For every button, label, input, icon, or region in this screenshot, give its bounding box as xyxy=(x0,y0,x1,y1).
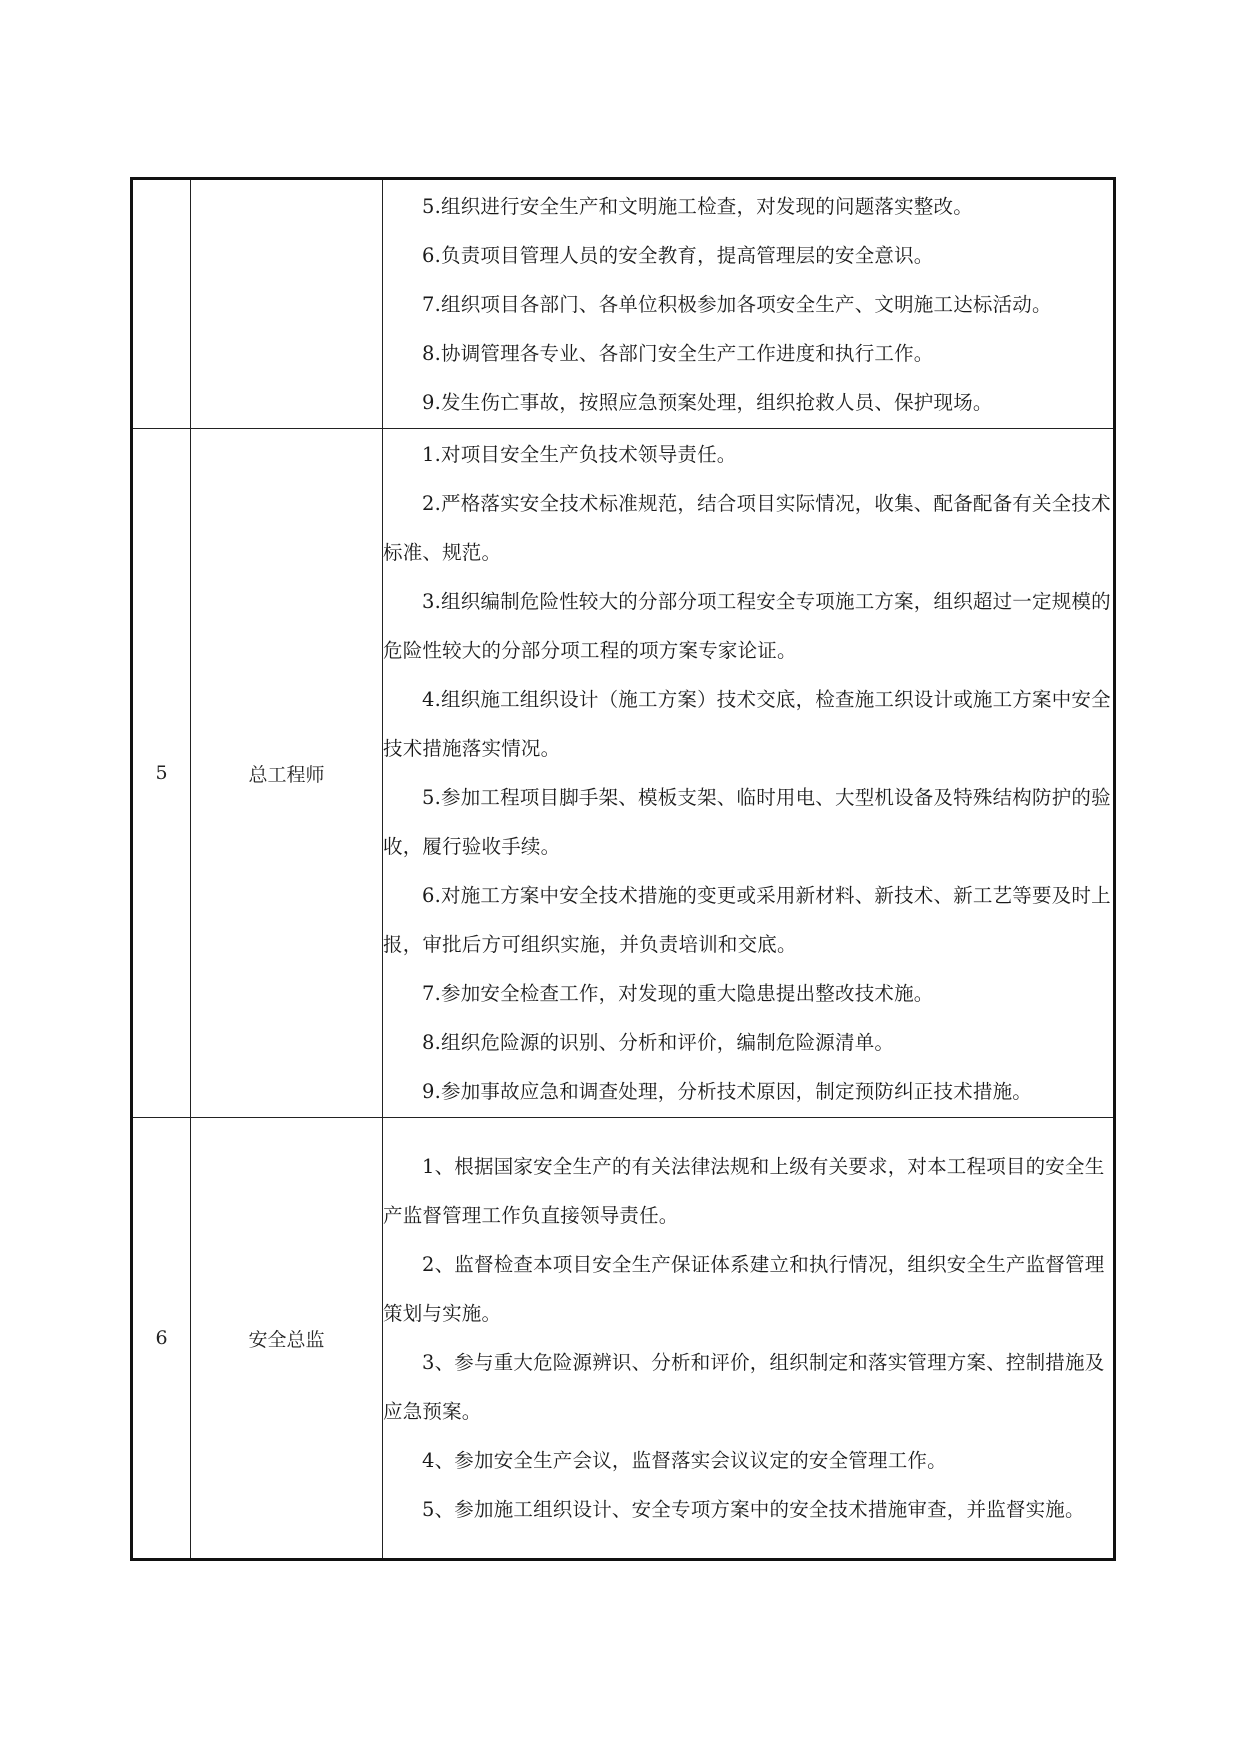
duty-item: 5、参加施工组织设计、安全专项方案中的安全技术措施审查，并监督实施。 xyxy=(422,1498,1085,1521)
duty-item: 9.参加事故应急和调查处理，分析技术原因，制定预防纠正技术措施。 xyxy=(422,1080,1033,1103)
duty-item: 8.协调管理各专业、各部门安全生产工作进度和执行工作。 xyxy=(422,341,934,365)
table-row xyxy=(132,429,1115,1118)
role-cell: 总工程师 xyxy=(191,429,383,1118)
duty-item: 1.对项目安全生产负技术领导责任。 xyxy=(422,443,737,466)
table-row xyxy=(132,179,1115,429)
row-number-cell xyxy=(132,179,191,429)
duty-item: 3、参与重大危险源辨识、分析和评价，组织制定和落实管理方案、控制措施及应急预案。 xyxy=(383,1351,1105,1423)
duty-item: 3.组织编制危险性较大的分部分项工程安全专项施工方案，组织超过一定规模的危险性较大的分部分项工程的项方案专家论证。 xyxy=(383,590,1111,662)
duty-item: 4、参加安全生产会议，监督落实会议议定的安全管理工作。 xyxy=(422,1449,947,1472)
duty-item: 2.严格落实安全技术标准规范，结合项目实际情况，收集、配备配备有关全技术标准、规范。 xyxy=(383,492,1111,564)
role-cell: 安全总监 xyxy=(191,1118,383,1560)
duty-item: 5.组织进行安全生产和文明施工检查，对发现的问题落实整改。 xyxy=(422,194,973,218)
duties-cell xyxy=(383,179,1115,429)
duty-item: 6.对施工方案中安全技术措施的变更或采用新材料、新技术、新工艺等要及时上报，审批后方可组织实施，并负责培训和交底。 xyxy=(383,884,1111,956)
duty-item: 1、根据国家安全生产的有关法律法规和上级有关要求，对本工程项目的安全生产监督管理工作负直接领导责任。 xyxy=(383,1155,1105,1227)
duty-item: 6.负责项目管理人员的安全教育，提高管理层的安全意识。 xyxy=(422,243,934,267)
duty-item: 2、监督检查本项目安全生产保证体系建立和执行情况，组织安全生产监督管理策划与实施。 xyxy=(383,1253,1105,1325)
table-row xyxy=(132,1118,1115,1560)
duty-item: 4.组织施工组织设计（施工方案）技术交底，检查施工织设计或施工方案中安全技术措施落实情况。 xyxy=(383,688,1111,760)
duty-item: 8.组织危险源的识别、分析和评价，编制危险源清单。 xyxy=(422,1031,895,1054)
duties-cell xyxy=(383,1118,1115,1560)
duties-cell xyxy=(383,429,1115,1118)
duty-item: 7.组织项目各部门、各单位积极参加各项安全生产、文明施工达标活动。 xyxy=(422,292,1052,316)
row-number-cell: 6 xyxy=(132,1118,191,1560)
duty-item: 5.参加工程项目脚手架、模板支架、临时用电、大型机设备及特殊结构防护的验收，履行验收手续。 xyxy=(383,786,1111,858)
duty-item: 7.参加安全检查工作，对发现的重大隐患提出整改技术施。 xyxy=(422,982,934,1005)
role-cell xyxy=(191,179,383,429)
row-number-cell: 5 xyxy=(132,429,191,1118)
responsibility-table xyxy=(130,177,1116,1561)
duty-item: 9.发生伤亡事故，按照应急预案处理，组织抢救人员、保护现场。 xyxy=(422,390,993,414)
